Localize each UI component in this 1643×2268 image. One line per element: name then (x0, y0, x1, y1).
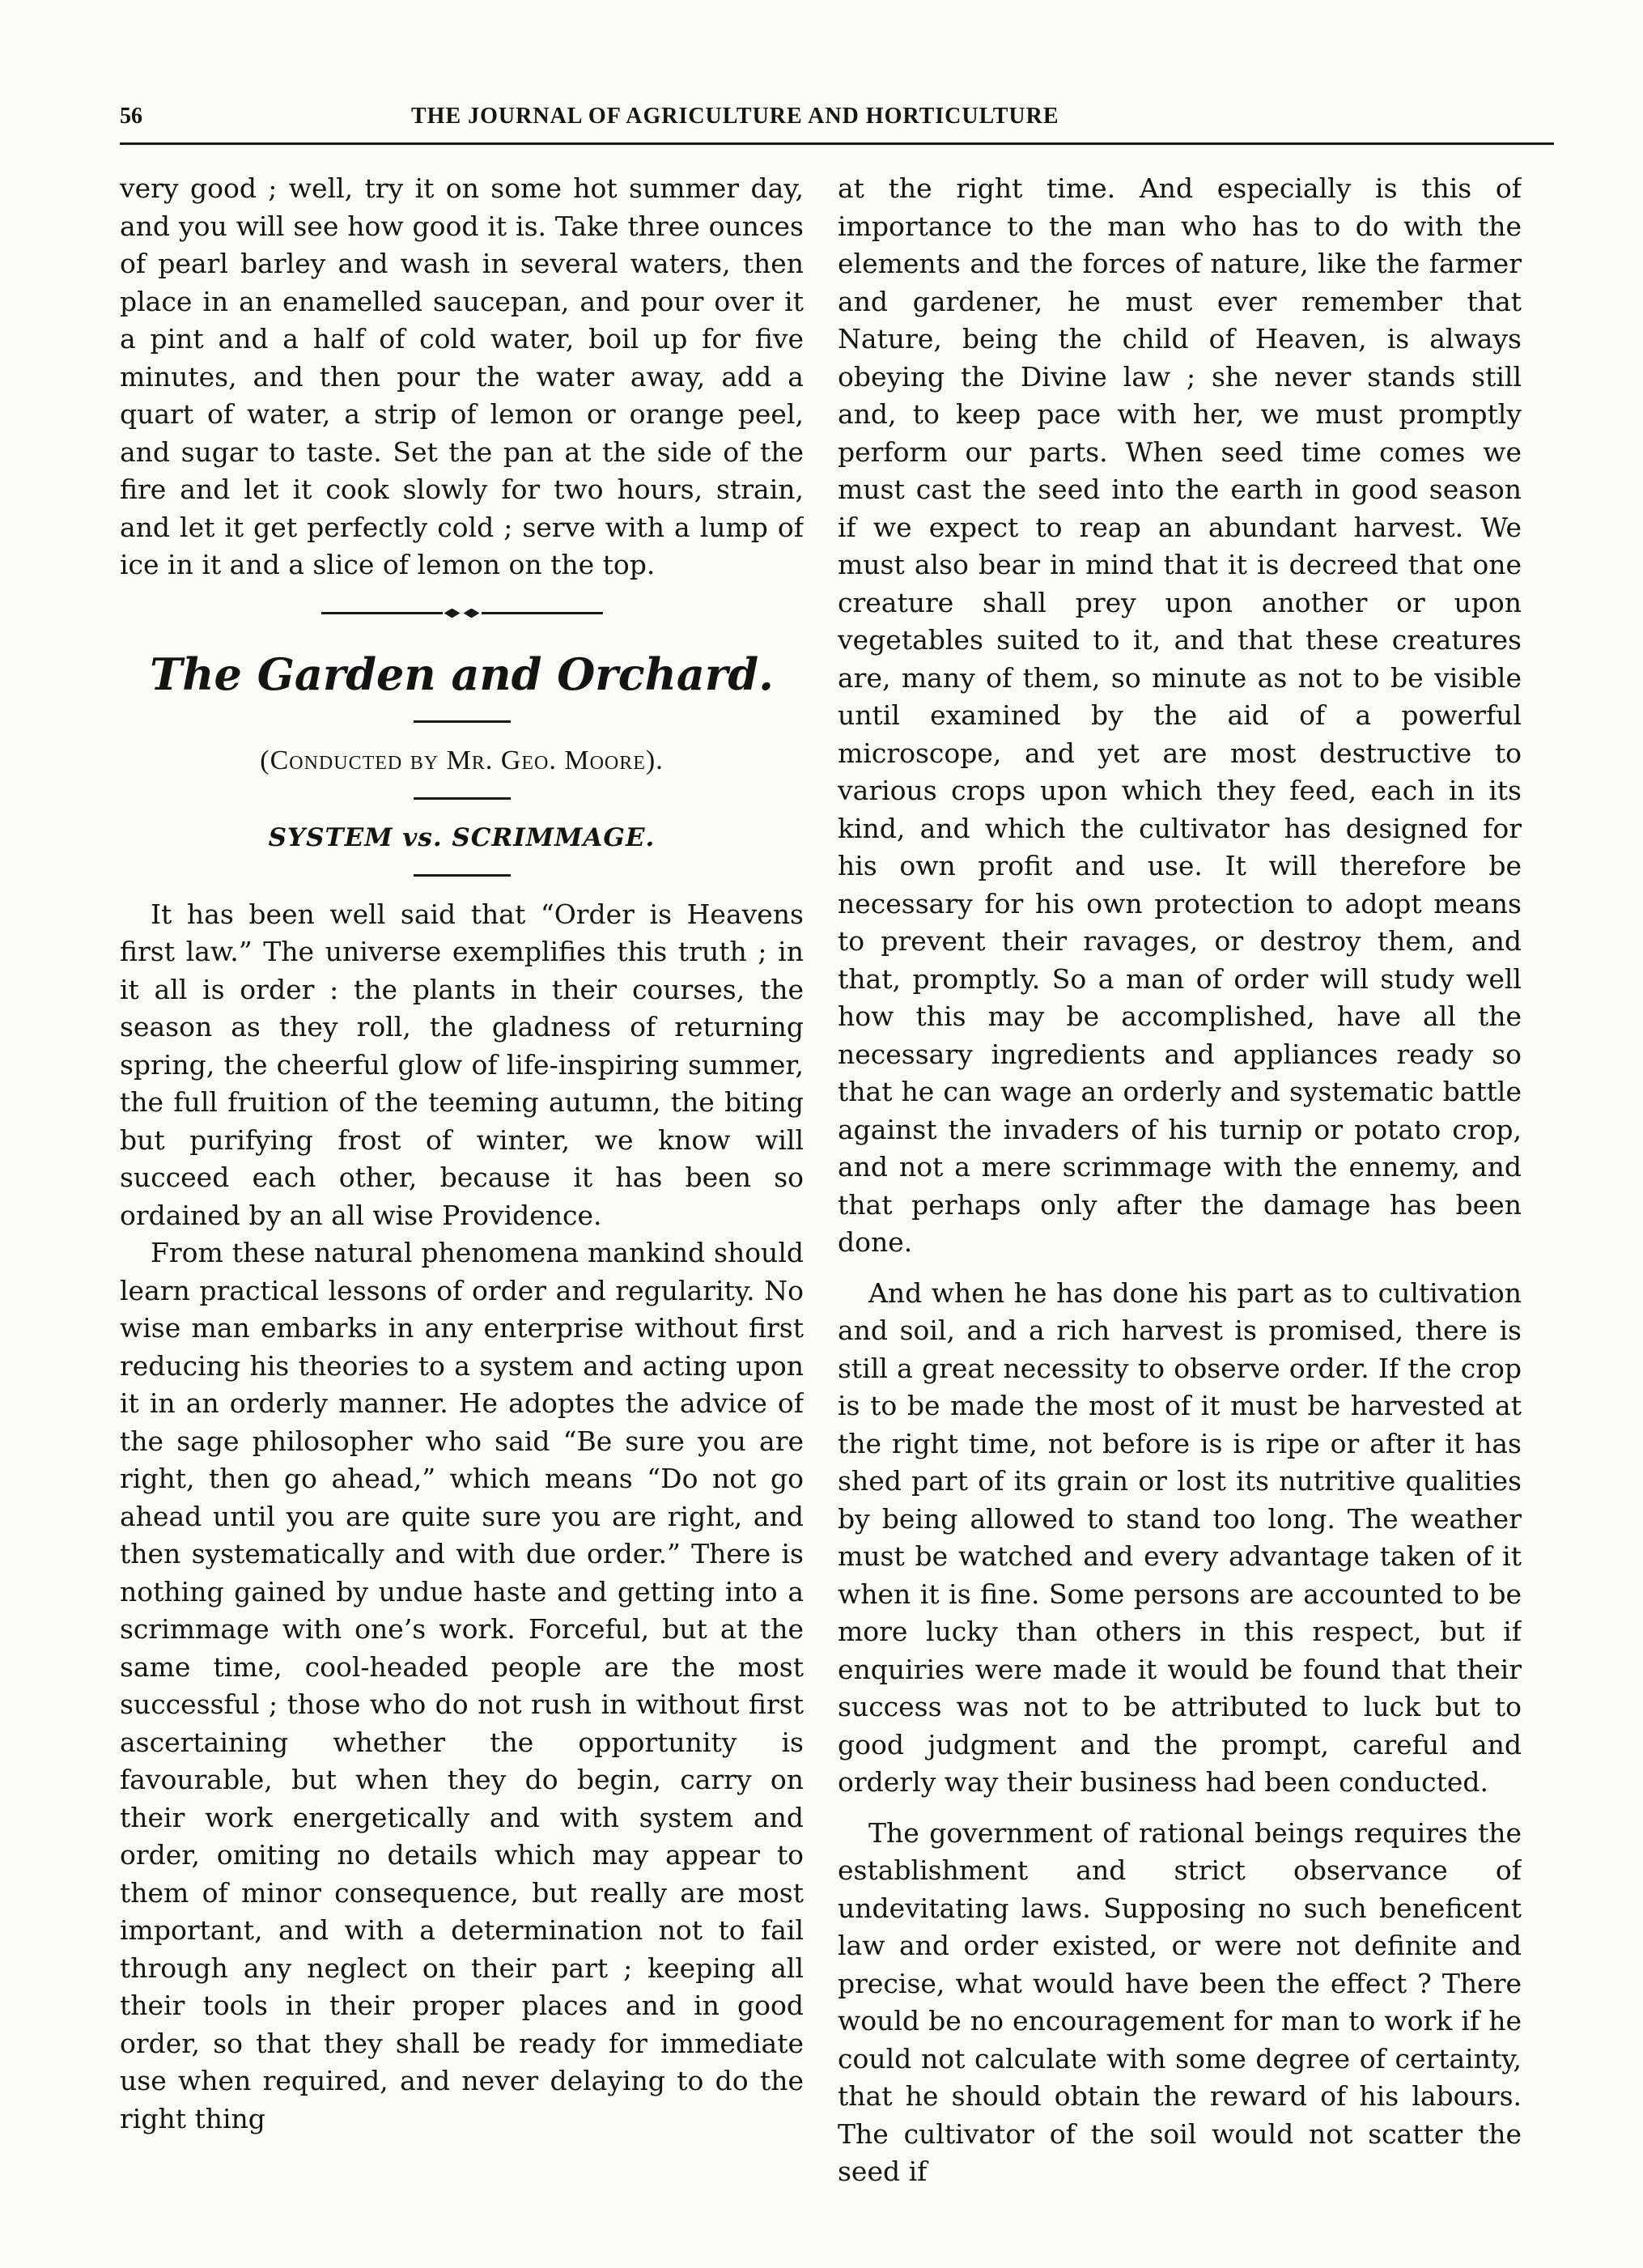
recipe-continuation-paragraph: very good ; well, try it on some hot summer day, and you will see how good it is. Take three ounces of pearl barley and wash in several waters, then place in an enamelled saucepan, and pour over it a pint and a half of cold water, boil up for five minutes, and then pour the water away, add a quart of water, a strip of lemon or orange peel, and sugar to taste. Set the pan at the side of the fire and let it cook slowly for two hours, strain, and let it get perfectly cold ; serve with a lump of ice in it and a slice of lemon on the top. (120, 172, 804, 580)
running-header (120, 104, 1554, 152)
section-heading: The Garden and Orchard. (150, 648, 774, 700)
article-title: SYSTEM vs. SCRIMMAGE. (268, 822, 656, 852)
section-conductor: (Conducted by Mr. Geo. Moore). (260, 745, 664, 775)
short-rule (414, 720, 511, 723)
divider-ornament-icon (464, 609, 480, 618)
header-rule (120, 142, 1554, 145)
article-paragraph: at the right time. And especially is this of importance to the man who has to do with the elements and the forces of nature, like the farmer and gardener, he must ever remember that Nature, being the child of Heaven, is always obeying the Divine law ; she never stands still and, to keep pace with her, we must promptly perform our parts. When seed time comes we must cast the seed into the earth in good season if we expect to reap an abundant harvest. We must also bear in mind that it is decreed that one creature shall prey upon another or upon vegetables suited to it, and that these creatures are, many of them, so minute as not to be visible until examined by the aid of a powerful microscope, and yet are most destructive to various crops upon which they feed, each in its kind, and which the cultivator has designed for his own profit and use. It will therefore be necessary for his own protection to adopt means to prevent their ravages, or destroy them, and that, promptly. So a man of order will study well how this may be accomplished, have all the necessary ingredients and appliances ready so that he can wage an orderly and systematic battle against the invaders of his turnip or potato crop, and not a mere scrimmage with the ennemy, and that perhaps only after the damage has been done. (838, 172, 1522, 1258)
article-paragraph: It has been well said that “Order is Heavens first law.” The universe exemplifies this truth ; in it all is order : the plants in their courses, the season as they roll, the gladness of returning spring, the cheerful glow of life-inspiring summer, the full fruition of the teeming autumn, the biting but purifying frost of winter, we know will succeed each other, because it has been so ordained by an all wise Providence. (120, 898, 804, 1231)
journal-title: THE JOURNAL OF AGRICULTURE AND HORTICULTURE (411, 104, 1059, 129)
short-rule (414, 797, 511, 800)
article-paragraph: And when he has done his part as to cultivation and soil, and a rich harvest is promised, there is still a great necessity to observe order. If the crop is to be made the most of it must be harvested at the right time, not before is is ripe or after it has shed part of its grain or lost its nutritive qualities by being allowed to stand too long. The weather must be watched and every advantage taken of it when it is fine. Some persons are accounted to be more lucky than others in this respect, but if enquiries were made it would be found that their success was not to be attributed to luck but to good judgment and the prompt, careful and orderly way their business had been conducted. (838, 1276, 1522, 1798)
left-column (120, 170, 804, 2242)
ornamental-divider (120, 605, 804, 622)
divider-line-left (321, 612, 443, 614)
page-number: 56 (120, 104, 142, 129)
article-paragraph: The government of rational beings requires the establishment and strict observance of undevitating laws. Supposing no such beneficent law and order existed, or were not definite and precise, what would have been the effect ? There would be no encouragement for man to work if he could not calculate with some degree of certainty, that he should obtain the reward of his labours. The cultivator of the soil would not scatter the seed if (838, 1816, 1522, 2187)
short-rule (414, 874, 511, 877)
divider-line-right (482, 612, 603, 614)
divider-ornament-icon (444, 609, 461, 618)
article-paragraph: From these natural phenomena mankind should learn practical lessons of order and regularity. No wise man embarks in any enterprise without first reducing his theories to a system and acting upon it in an orderly manner. He adoptes the advice of the sage philosopher who said “Be sure you are right, then go ahead,” which means “Do not go ahead until you are quite sure you are right, and then systematically and with due order.” There is nothing gained by undue haste and getting into a scrimmage with one’s work. Forceful, but at the same time, cool-headed people are the most successful ; those who do not rush in without first ascertaining whether the opportunity is favourable, but when they do begin, carry on their work energetically and with system and order, omiting no details which may appear to them of minor consequence, but really are most important, and with a determination not to fail through any neglect on their part ; keeping all their tools in their proper places and in good order, so that they shall be ready for immediate use when required, and never delaying to do the right thing (120, 1237, 804, 2134)
right-column (838, 170, 1522, 2242)
